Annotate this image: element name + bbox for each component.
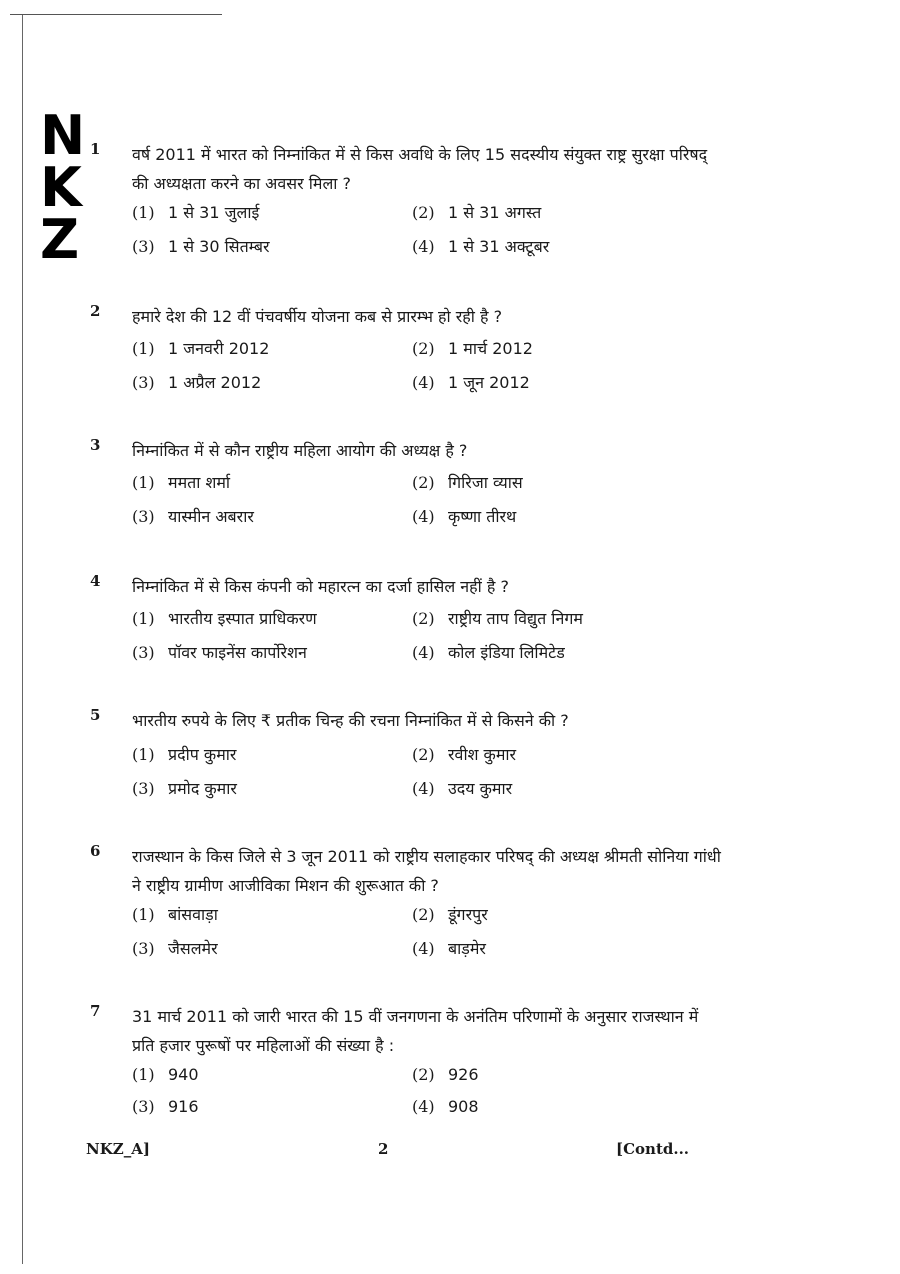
option-1 (132, 608, 317, 630)
question-text: वर्ष 2011 में भारत को निम्नांकित में से किस अवधि के लिए 15 सदस्यीय संयुक्त राष्ट्र सुरक्षा परिषद् की अध्यक्षता करने का अवसर मिला ? (132, 145, 708, 193)
option-text: 1 से 31 अगस्त (448, 203, 542, 222)
option-number: (3) (132, 779, 155, 798)
option-text: गिरिजा व्यास (448, 473, 523, 492)
option-number: (1) (132, 203, 155, 222)
option-3 (132, 642, 307, 664)
option-number: (3) (132, 643, 155, 662)
option-4 (412, 1096, 479, 1118)
option-number: (2) (412, 473, 435, 492)
page-border-top (22, 14, 222, 15)
option-3 (132, 236, 270, 258)
option-1 (132, 202, 259, 224)
option-text: 1 से 31 जुलाई (168, 203, 260, 222)
option-number: (3) (132, 1097, 155, 1116)
option-text: रवीश कुमार (448, 745, 517, 764)
option-text: 1 जनवरी 2012 (168, 339, 270, 358)
option-number: (1) (132, 339, 155, 358)
page-number: 2 (378, 1140, 389, 1158)
option-text: 916 (168, 1097, 199, 1116)
option-number: (3) (132, 237, 155, 256)
option-number: (2) (412, 905, 435, 924)
option-number: (4) (412, 939, 435, 958)
option-4 (412, 642, 565, 664)
option-number: (1) (132, 473, 155, 492)
option-number: (4) (412, 237, 435, 256)
option-number: (2) (412, 745, 435, 764)
option-3 (132, 938, 218, 960)
option-text: 940 (168, 1065, 199, 1084)
option-2 (412, 472, 523, 494)
option-text: प्रदीप कुमार (168, 745, 237, 764)
option-2 (412, 608, 583, 630)
option-4 (412, 372, 530, 394)
option-text: 1 से 30 सितम्बर (168, 237, 270, 256)
option-text: 1 जून 2012 (448, 373, 530, 392)
option-1 (132, 904, 218, 926)
question-text: हमारे देश की 12 वीं पंचवर्षीय योजना कब से प्रारम्भ हो रही है ? (132, 307, 503, 326)
option-4 (412, 778, 512, 800)
option-number: (2) (412, 609, 435, 628)
logo-letter: K (40, 156, 80, 219)
question-number: 2 (90, 302, 101, 320)
page-border-left (22, 14, 23, 1264)
option-3 (132, 1096, 199, 1118)
option-text: उदय कुमार (448, 779, 513, 798)
option-text: 926 (448, 1065, 479, 1084)
option-4 (412, 506, 516, 528)
question-text: 31 मार्च 2011 को जारी भारत की 15 वीं जनगणना के अनंतिम परिणामों के अनुसार राजस्थान में प्रति हजार पुरूषों पर महिलाओं की संख्या है : (132, 1007, 699, 1055)
option-1 (132, 744, 236, 766)
option-number: (3) (132, 373, 155, 392)
option-2 (412, 202, 541, 224)
question-text: भारतीय रुपये के लिए ₹ प्रतीक चिन्ह की रचना निम्नांकित में से किसने की ? (132, 711, 569, 730)
option-number: (2) (412, 1065, 435, 1084)
question-text: निम्नांकित में से किस कंपनी को महारत्न का दर्जा हासिल नहीं है ? (132, 577, 509, 596)
option-text: डूंगरपुर (448, 905, 488, 924)
option-number: (1) (132, 1065, 155, 1084)
option-4 (412, 938, 486, 960)
option-3 (132, 506, 254, 528)
question-number: 5 (90, 706, 101, 724)
option-text: 908 (448, 1097, 479, 1116)
option-number: (1) (132, 905, 155, 924)
logo-letter: Z (40, 208, 78, 271)
page-footer (0, 1140, 900, 1164)
option-text: ममता शर्मा (168, 473, 231, 492)
page-border-tick (10, 14, 24, 15)
option-number: (2) (412, 339, 435, 358)
option-number: (3) (132, 507, 155, 526)
option-text: राष्ट्रीय ताप विद्युत निगम (448, 609, 583, 628)
question-text: निम्नांकित में से कौन राष्ट्रीय महिला आयोग की अध्यक्ष है ? (132, 441, 468, 460)
option-text: भारतीय इस्पात प्राधिकरण (168, 609, 317, 628)
option-2 (412, 1064, 479, 1086)
option-2 (412, 744, 516, 766)
question-number: 6 (90, 842, 101, 860)
option-number: (4) (412, 507, 435, 526)
option-text: कोल इंडिया लिमिटेड (448, 643, 565, 662)
option-text: कृष्णा तीरथ (448, 507, 517, 526)
question-number: 4 (90, 572, 101, 590)
option-3 (132, 372, 261, 394)
option-4 (412, 236, 549, 258)
logo-letter: N (40, 104, 84, 167)
nkz-logo (40, 104, 100, 271)
option-text: बांसवाड़ा (168, 905, 218, 924)
option-text: जैसलमेर (168, 939, 218, 958)
continued-label: [Contd... (616, 1140, 690, 1158)
option-text: 1 से 31 अक्टूबर (448, 237, 550, 256)
option-text: बाड़मेर (448, 939, 486, 958)
option-2 (412, 904, 488, 926)
question-text: राजस्थान के किस जिले से 3 जून 2011 को राष्ट्रीय सलाहकार परिषद् की अध्यक्ष श्रीमती सोनिया गांधी ने राष्ट्रीय ग्रामीण आजीविका मिशन की शुरूआत की ? (132, 847, 721, 895)
option-text: यास्मीन अबरार (168, 507, 254, 526)
option-number: (4) (412, 643, 435, 662)
option-number: (4) (412, 373, 435, 392)
option-number: (3) (132, 939, 155, 958)
question-number: 7 (90, 1002, 101, 1020)
option-number: (4) (412, 779, 435, 798)
option-text: पॉवर फाइनेंस कार्पोरेशन (168, 643, 307, 662)
option-2 (412, 338, 533, 360)
option-1 (132, 472, 230, 494)
option-number: (1) (132, 609, 155, 628)
question-number: 1 (90, 140, 101, 158)
paper-code: NKZ_A] (86, 1140, 150, 1158)
option-number: (1) (132, 745, 155, 764)
option-text: 1 मार्च 2012 (448, 339, 533, 358)
option-1 (132, 338, 269, 360)
option-3 (132, 778, 237, 800)
option-text: प्रमोद कुमार (168, 779, 237, 798)
option-1 (132, 1064, 199, 1086)
option-number: (4) (412, 1097, 435, 1116)
option-number: (2) (412, 203, 435, 222)
question-number: 3 (90, 436, 101, 454)
option-text: 1 अप्रैल 2012 (168, 373, 262, 392)
